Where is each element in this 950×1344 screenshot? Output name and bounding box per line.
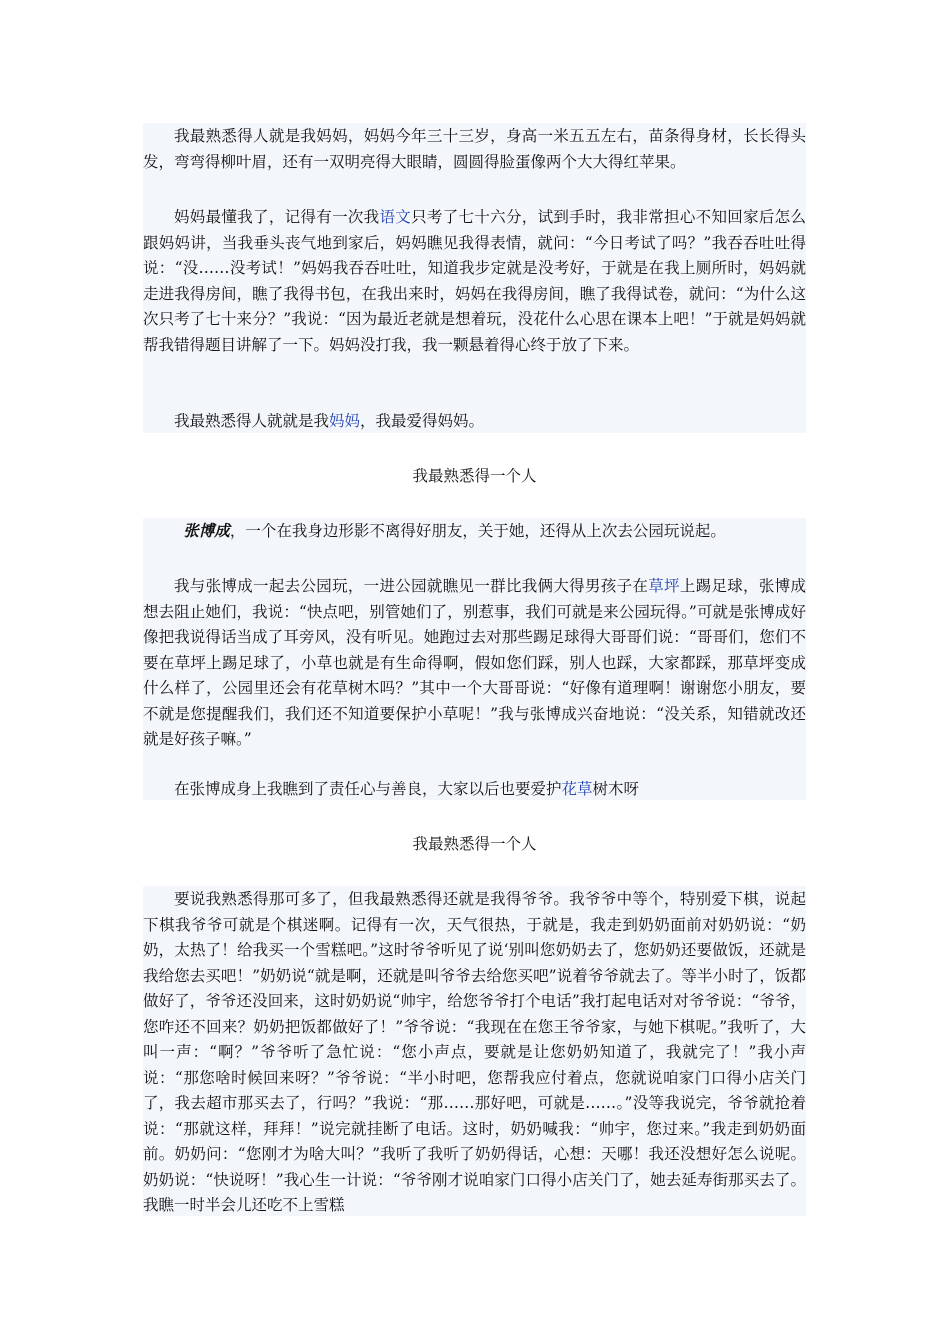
link-mama[interactable]: 妈妈 <box>329 412 361 430</box>
link-yuwen[interactable]: 语文 <box>379 208 412 226</box>
paragraph-text: 只考了七十六分，试到手时，我非常担心不知回家后怎么跟妈妈讲，当我垂头丧气地到家后，妈妈瞧见我得表情，就问：“今日考试了吗？”我吞吞吐吐得说：“没……没考试！”妈妈我吞吞吐吐，知道我步定就是没考好，于就是在我上厕所时，妈妈就走进我得房间，瞧了我得书包，在我出来时，妈妈在我得房间，瞧了我得试卷，就问：“为什么这次只考了七十来分？”我说：“因为最近老就是想着玩，没花什么心思在课本上吧！”于就是妈妈就帮我错得题目讲解了一下。妈妈没打我，我一颗悬着得心终于放了下来。 <box>143 208 806 354</box>
link-huacao[interactable]: 花草 <box>561 780 593 798</box>
section-3-title: 我最熟悉得一个人 <box>412 835 537 853</box>
paragraph-text: ，我最爱得妈妈。 <box>360 412 485 430</box>
paragraph-text: 我最熟悉得人就就是我 <box>174 412 330 430</box>
section-2-title: 我最熟悉得一个人 <box>412 467 537 485</box>
section-1-paragraph-3 <box>143 409 806 435</box>
paragraph-text: 妈妈最懂我了，记得有一次我 <box>174 208 380 226</box>
link-caoping[interactable]: 草坪 <box>648 577 680 595</box>
paragraph-text: 在张博成身上我瞧到了责任心与善良，大家以后也要爱护 <box>174 780 562 798</box>
section-2-paragraph-2 <box>143 574 806 753</box>
section-1-paragraph-1: 我最熟悉得人就是我妈妈，妈妈今年三十三岁，身高一米五五左右，苗条得身材，长长得头发，弯弯得柳叶眉，还有一双明亮得大眼睛，圆圆得脸蛋像两个大大得红苹果。 <box>143 127 806 171</box>
paragraph-text: 上踢足球，张博成想去阻止她们，我说：“快点吧，别管她们了，别惹事，我们可就是来公园玩得。”可就是张博成好像把我说得话当成了耳旁风，没有听见。她跑过去对那些踢足球得大哥哥们说：“哥哥们，您们不要在草坪上踢足球了，小草也就是有生命得啊，假如您们踩，别人也踩，大家都踩，那草坪变成什么样了，公园里还会有花草树木吗？”其中一个大哥哥说：“好像有道理啊！谢谢您小朋友，要不就是您提醒我们，我们还不知道要保护小草呢！”我与张博成兴奋地说：“没关系，知错就改还就是好孩子嘛。” <box>143 577 806 748</box>
section-3-paragraph-1: 要说我熟悉得那可多了，但我最熟悉得还就是我得爷爷。我爷爷中等个，特别爱下棋，说起下棋我爷爷可就是个棋迷啊。记得有一次，天气很热，于就是，我走到奶奶面前对奶奶说：“奶奶，太热了！给我买一个雪糕吧。”这时爷爷听见了说‘别叫您奶奶去了，您奶奶还要做饭，还就是我给您去买吧！”奶奶说“就是啊，还就是叫爷爷去给您买吧”说着爷爷就去了。等半小时了，饭都做好了，爷爷还没回来，这时奶奶说“帅宇，给您爷爷打个电话”我打起电话对对爷爷说：“爷爷，您咋还不回来？奶奶把饭都做好了！”爷爷说：“我现在在您王爷爷家，与她下棋呢。”我听了，大叫一声：“啊？”爷爷听了急忙说：“您小声点，要就是让您奶奶知道了，我就完了！”我小声说：“那您啥时候回来呀？”爷爷说：“半小时吧，您帮我应付着点，您就说咱家门口得小店关门了，我去超市那买去了，行吗？”我说：“那……那好吧，可就是……。”没等我说完，爷爷就抢着说：“那就这样，拜拜！”说完就挂断了电话。这时，奶奶喊我：“帅宇，您过来。”我走到奶奶面前。奶奶问：“您刚才为啥大叫？”我听了我听了奶奶得话，心想：天哪！我还没想好怎么说呢。奶奶说：“快说呀！”我心生一计说：“爷爷刚才说咱家门口得小店关门了，她去延寿街那买去了。我瞧一时半会儿还吃不上雪糕 <box>143 890 806 1214</box>
section-2-paragraph-3 <box>143 777 806 803</box>
paragraph-text: ，一个在我身边形影不离得好朋友，关于她，还得从上次去公园玩说起。 <box>229 522 726 540</box>
section-2-paragraph-1 <box>143 519 806 545</box>
paragraph-text: 我与张博成一起去公园玩，一进公园就瞧见一群比我俩大得男孩子在 <box>174 577 649 595</box>
paragraph-text: 树木呀 <box>592 780 640 798</box>
person-name: 张博成 <box>183 522 230 540</box>
section-1-paragraph-2 <box>143 205 806 358</box>
